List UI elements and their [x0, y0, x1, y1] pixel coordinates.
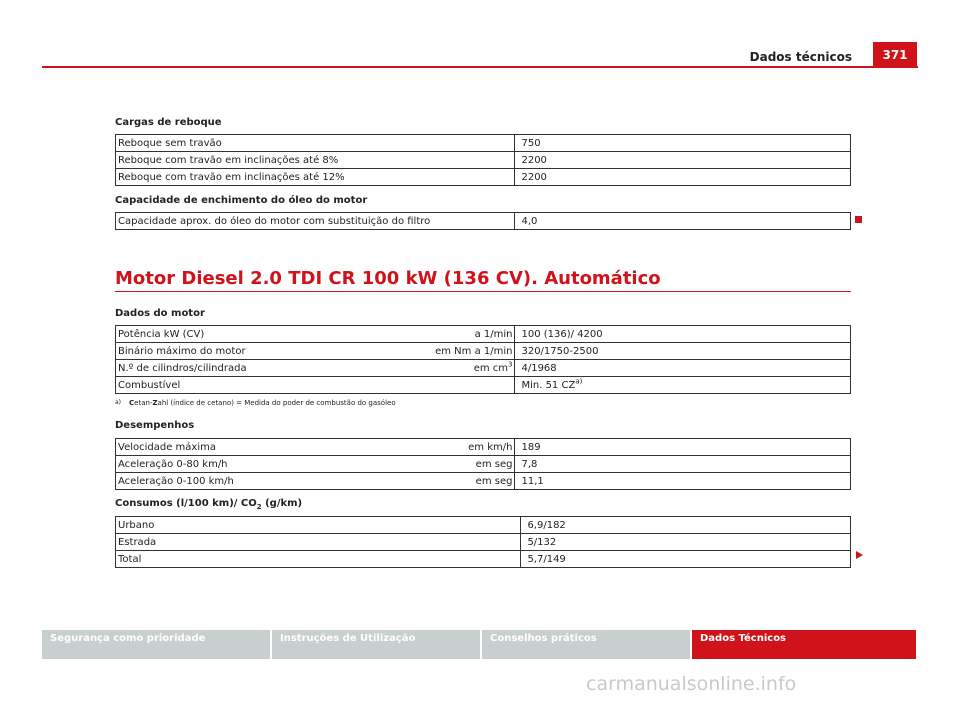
- footnote-z: Z: [152, 399, 158, 407]
- consumption-label: Total: [116, 551, 521, 568]
- towing-heading: Cargas de reboque: [115, 117, 222, 128]
- table-row: [116, 213, 851, 230]
- engine-value: 320/1750-2500: [515, 343, 851, 360]
- engine-value: 100 (136)/ 4200: [515, 326, 851, 343]
- section-divider: [115, 291, 851, 292]
- performance-unit: em km/h: [468, 441, 513, 453]
- oil-value: 4,0: [515, 213, 851, 230]
- footnote-mark: a): [115, 399, 122, 406]
- consumption-heading-sub: 2: [256, 503, 262, 511]
- performance-label-cell: [116, 439, 515, 456]
- engine-label-cell: [116, 360, 515, 377]
- engine-unit: em Nm a 1/min: [435, 345, 513, 357]
- engine-unit: em cm: [473, 362, 508, 374]
- engine-heading: Dados do motor: [115, 308, 205, 319]
- towing-label: Reboque com travão em inclinações até 8%: [116, 152, 515, 169]
- consumption-heading-a: Consumos (l/100 km)/ CO: [115, 498, 257, 509]
- unit-superscript: 3: [508, 360, 513, 369]
- engine-table: [115, 325, 851, 394]
- performance-unit: em seg: [475, 458, 513, 470]
- header-divider: [42, 66, 918, 68]
- towing-value: 2200: [515, 169, 851, 186]
- engine-label: Binário máximo do motor: [118, 345, 246, 357]
- performance-label: Aceleração 0-80 km/h: [118, 458, 228, 470]
- footer-nav: [42, 630, 918, 659]
- oil-table: [115, 212, 851, 230]
- performance-unit: em seg: [475, 475, 513, 487]
- table-row: [116, 360, 851, 377]
- performance-value: 7,8: [515, 456, 851, 473]
- engine-unit-wrap: [474, 361, 513, 376]
- footnote-z-rest: ahl (índice de cetano) = Medida do poder de combustão do gasóleo: [157, 399, 396, 407]
- section-end-marker: [855, 216, 862, 223]
- continue-arrow-icon: [856, 551, 863, 559]
- table-row: [116, 152, 851, 169]
- performance-label: Velocidade máxima: [118, 441, 216, 453]
- table-row: [116, 169, 851, 186]
- footnote-ref: a): [575, 377, 583, 386]
- engine-label: N.º de cilindros/cilindrada: [118, 362, 247, 374]
- towing-label: Reboque sem travão: [116, 135, 515, 152]
- engine-unit: a 1/min: [474, 328, 513, 340]
- section-title: Motor Diesel 2.0 TDI CR 100 kW (136 CV). Automático: [115, 268, 661, 289]
- footnote-c: C: [129, 399, 135, 407]
- table-row: [116, 456, 851, 473]
- footer-tab-dados-tecnicos[interactable]: Dados Técnicos: [692, 630, 916, 659]
- table-row: [116, 439, 851, 456]
- footer-tab-seguranca[interactable]: Segurança como prioridade: [42, 630, 270, 659]
- consumption-label: Urbano: [116, 517, 521, 534]
- page-number: 371: [873, 42, 917, 66]
- engine-value: 4/1968: [515, 360, 851, 377]
- consumption-label: Estrada: [116, 534, 521, 551]
- towing-label: Reboque com travão em inclinações até 12%: [116, 169, 515, 186]
- consumption-table: [115, 516, 851, 568]
- oil-heading: Capacidade de enchimento do óleo do motor: [115, 195, 368, 206]
- footnote-c-rest: etan-: [134, 399, 153, 407]
- towing-value: 750: [515, 135, 851, 152]
- towing-value: 2200: [515, 152, 851, 169]
- consumption-heading-b: (g/km): [261, 498, 303, 509]
- consumption-value: 6,9/182: [521, 517, 851, 534]
- performance-label-cell: [116, 473, 515, 490]
- performance-value: 11,1: [515, 473, 851, 490]
- table-row: [116, 326, 851, 343]
- table-row: [116, 534, 851, 551]
- performance-value: 189: [515, 439, 851, 456]
- engine-value: Min. 51 CZ: [521, 379, 576, 391]
- table-row: [116, 343, 851, 360]
- consumption-heading: [115, 498, 302, 511]
- performance-heading: Desempenhos: [115, 420, 195, 431]
- table-row: [116, 473, 851, 490]
- table-row: [116, 377, 851, 394]
- table-row: [116, 517, 851, 534]
- towing-table: [115, 134, 851, 186]
- engine-label-cell: [116, 343, 515, 360]
- table-row: [116, 551, 851, 568]
- watermark: carmanualsonline.info: [586, 673, 797, 695]
- performance-label: Aceleração 0-100 km/h: [118, 475, 234, 487]
- performance-label-cell: [116, 456, 515, 473]
- engine-label-cell: [116, 377, 515, 394]
- performance-table: [115, 438, 851, 490]
- engine-value-cell: [515, 377, 851, 394]
- footnote: [115, 399, 396, 407]
- footer-tab-instrucoes[interactable]: Instruções de Utilização: [272, 630, 480, 659]
- consumption-value: 5/132: [521, 534, 851, 551]
- oil-label: Capacidade aprox. do óleo do motor com substituição do filtro: [116, 213, 515, 230]
- consumption-value: 5,7/149: [521, 551, 851, 568]
- engine-label: Potência kW (CV): [118, 328, 205, 340]
- engine-label: Combustível: [118, 379, 181, 391]
- table-row: [116, 135, 851, 152]
- footer-tab-conselhos[interactable]: Conselhos práticos: [482, 630, 690, 659]
- engine-label-cell: [116, 326, 515, 343]
- page-header-title: Dados técnicos: [749, 50, 852, 64]
